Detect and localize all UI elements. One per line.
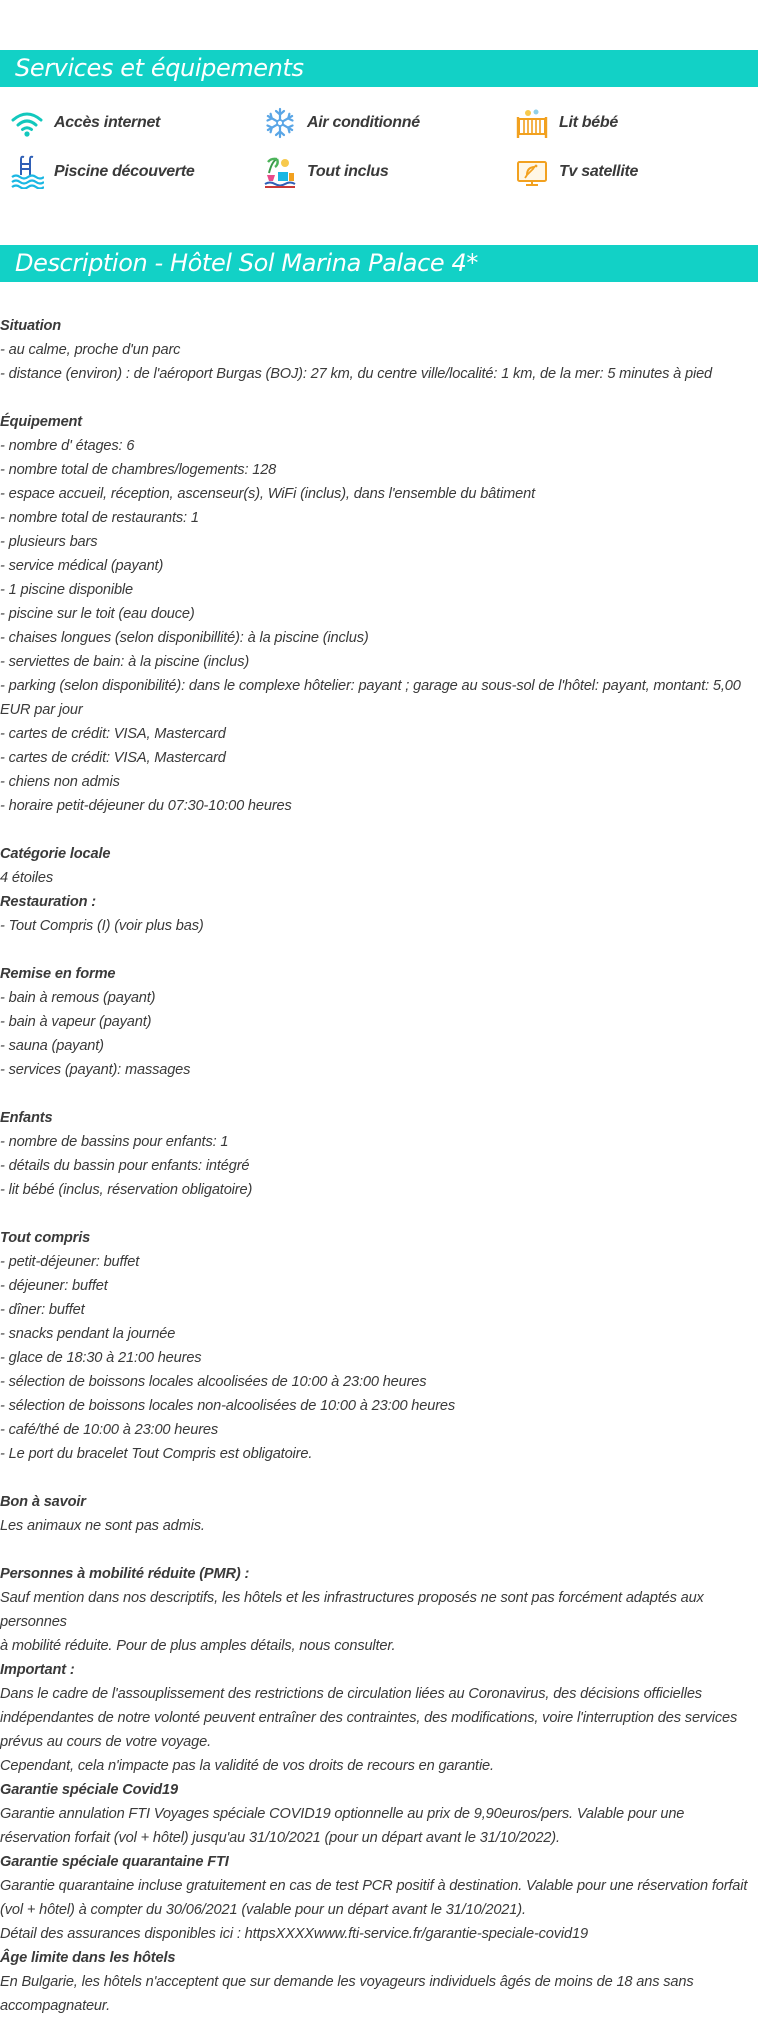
description-line: - nombre d' étages: 6 xyxy=(0,438,135,454)
hotel-description xyxy=(0,314,758,2018)
description-line: Sauf mention dans nos descriptifs, les hôtels et les infrastructures proposés ne sont pas forcément adaptés aux personnes xyxy=(0,1590,704,1630)
description-line: - nombre total de restaurants: 1 xyxy=(0,510,199,526)
service-item-internet xyxy=(10,106,160,140)
description-section-heading: Garantie spéciale Covid19 xyxy=(0,1782,178,1798)
description-line: Dans le cadre de l'assouplissement des restrictions de circulation liées au Coronavirus, des décisions officielles xyxy=(0,1686,702,1702)
service-label: Lit bébé xyxy=(559,114,618,131)
description-line: - chiens non admis xyxy=(0,774,120,790)
description-section-heading: Catégorie locale xyxy=(0,846,111,862)
description-line: - Le port du bracelet Tout Compris est obligatoire. xyxy=(0,1446,313,1462)
description-line: - plusieurs bars xyxy=(0,534,98,550)
description-line: - lit bébé (inclus, réservation obligatoire) xyxy=(0,1182,253,1198)
description-line: Garantie quarantaine incluse gratuitement en cas de test PCR positif à destination. Valable pour une réservation forfait xyxy=(0,1878,748,1894)
description-line: - cartes de crédit: VISA, Mastercard xyxy=(0,750,226,766)
description-line: - glace de 18:30 à 21:00 heures xyxy=(0,1350,202,1366)
service-label: Accès internet xyxy=(54,114,161,131)
description-line: - nombre de bassins pour enfants: 1 xyxy=(0,1134,229,1150)
description-section-heading: Enfants xyxy=(0,1110,53,1126)
description-section-heading: Garantie spéciale quarantaine FTI xyxy=(0,1854,229,1870)
baby-crib-icon xyxy=(515,106,549,140)
description-line: - café/thé de 10:00 à 23:00 heures xyxy=(0,1422,219,1438)
description-line: - parking (selon disponibilité): dans le complexe hôtelier: payant ; garage au sous-sol de l'hôtel: payant, montant: 5,00 xyxy=(0,678,741,694)
description-line: - horaire petit-déjeuner du 07:30-10:00 heures xyxy=(0,798,292,814)
snowflake-icon xyxy=(263,106,297,140)
service-label: Air conditionné xyxy=(307,114,420,131)
description-section-heading: Situation xyxy=(0,318,62,334)
description-line: - déjeuner: buffet xyxy=(0,1278,108,1294)
service-item-satellite-tv xyxy=(515,155,638,189)
blank-line xyxy=(0,1538,758,1562)
service-item-air-conditioning xyxy=(263,106,420,140)
description-line: - chaises longues (selon disponibillité): à la piscine (inclus) xyxy=(0,630,369,646)
description-line: prévus au cours de votre voyage. xyxy=(0,1734,211,1750)
description-section-heading: Équipement xyxy=(0,414,83,430)
description-line: - nombre total de chambres/logements: 128 xyxy=(0,462,277,478)
description-line: Garantie annulation FTI Voyages spéciale COVID19 optionnelle au prix de 9,90euros/pers. Valable pour une xyxy=(0,1806,685,1822)
description-line: - petit-déjeuner: buffet xyxy=(0,1254,140,1270)
description-line: (vol + hôtel) à compter du 30/06/2021 (valable pour un départ avant le 31/10/2021). xyxy=(0,1902,526,1918)
description-line: - services (payant): massages xyxy=(0,1062,191,1078)
description-section-heading: Restauration : xyxy=(0,894,97,910)
blank-line xyxy=(0,1202,758,1226)
description-line: - bain à vapeur (payant) xyxy=(0,1014,152,1030)
service-label: Piscine découverte xyxy=(54,163,195,180)
service-label: Tout inclus xyxy=(307,163,389,180)
description-line: - serviettes de bain: à la piscine (inclus) xyxy=(0,654,250,670)
description-line: - détails du bassin pour enfants: intégré xyxy=(0,1158,250,1174)
description-line: - sélection de boissons locales non-alcoolisées de 10:00 à 23:00 heures xyxy=(0,1398,456,1414)
description-section-heading: Âge limite dans les hôtels xyxy=(0,1950,176,1966)
all-inclusive-icon xyxy=(263,155,297,189)
swimming-pool-icon xyxy=(10,155,44,189)
description-line: En Bulgarie, les hôtels n'acceptent que sur demande les voyageurs individuels âgés de moins de 18 ans sans xyxy=(0,1974,694,1990)
description-heading: Description - Hôtel Sol Marina Palace 4* xyxy=(0,245,758,282)
description-line: EUR par jour xyxy=(0,702,83,718)
satellite-tv-icon xyxy=(515,155,549,189)
description-line: indépendantes de notre volonté peuvent entraîner des contraintes, des modifications, voire l'interruption des services xyxy=(0,1710,738,1726)
description-line: accompagnateur. xyxy=(0,1998,110,2014)
description-line: Détail des assurances disponibles ici : httpsXXXXwww.fti-service.fr/garantie-speciale-covid19 xyxy=(0,1926,588,1942)
blank-line xyxy=(0,386,758,410)
service-item-baby-crib xyxy=(515,106,618,140)
blank-line xyxy=(0,818,758,842)
blank-line xyxy=(0,1082,758,1106)
description-section-heading: Remise en forme xyxy=(0,966,116,982)
description-section-heading: Tout compris xyxy=(0,1230,91,1246)
blank-line xyxy=(0,1466,758,1490)
description-line: - au calme, proche d'un parc xyxy=(0,342,181,358)
description-line: - sélection de boissons locales alcoolisées de 10:00 à 23:00 heures xyxy=(0,1374,427,1390)
description-line: - distance (environ) : de l'aéroport Burgas (BOJ): 27 km, du centre ville/localité: 1 km, de la mer: 5 minutes à pied xyxy=(0,366,713,382)
description-line: - piscine sur le toit (eau douce) xyxy=(0,606,195,622)
description-line: 4 étoiles xyxy=(0,870,54,886)
blank-line xyxy=(0,938,758,962)
description-line: Les animaux ne sont pas admis. xyxy=(0,1518,205,1534)
services-heading: Services et équipements xyxy=(0,50,758,87)
description-section-heading: Important : xyxy=(0,1662,75,1678)
description-line: Cependant, cela n'impacte pas la validité de vos droits de recours en garantie. xyxy=(0,1758,494,1774)
description-section-heading: Bon à savoir xyxy=(0,1494,86,1510)
service-item-outdoor-pool xyxy=(10,155,194,189)
description-line: - 1 piscine disponible xyxy=(0,582,133,598)
description-line: - Tout Compris (I) (voir plus bas) xyxy=(0,918,204,934)
description-line: - cartes de crédit: VISA, Mastercard xyxy=(0,726,226,742)
description-line: - dîner: buffet xyxy=(0,1302,85,1318)
wifi-icon xyxy=(10,106,44,140)
service-item-all-inclusive xyxy=(263,155,388,189)
service-label: Tv satellite xyxy=(559,163,639,180)
description-line: - snacks pendant la journée xyxy=(0,1326,176,1342)
description-line: réservation forfait (vol + hôtel) jusqu'au 31/10/2021 (pour un départ avant le 31/10/2022). xyxy=(0,1830,560,1846)
description-line: - sauna (payant) xyxy=(0,1038,104,1054)
description-line: - bain à remous (payant) xyxy=(0,990,156,1006)
description-section-heading: Personnes à mobilité réduite (PMR) : xyxy=(0,1566,250,1582)
description-line: - espace accueil, réception, ascenseur(s), WiFi (inclus), dans l'ensemble du bâtiment xyxy=(0,486,535,502)
description-line: - service médical (payant) xyxy=(0,558,164,574)
description-line: à mobilité réduite. Pour de plus amples détails, nous consulter. xyxy=(0,1638,396,1654)
